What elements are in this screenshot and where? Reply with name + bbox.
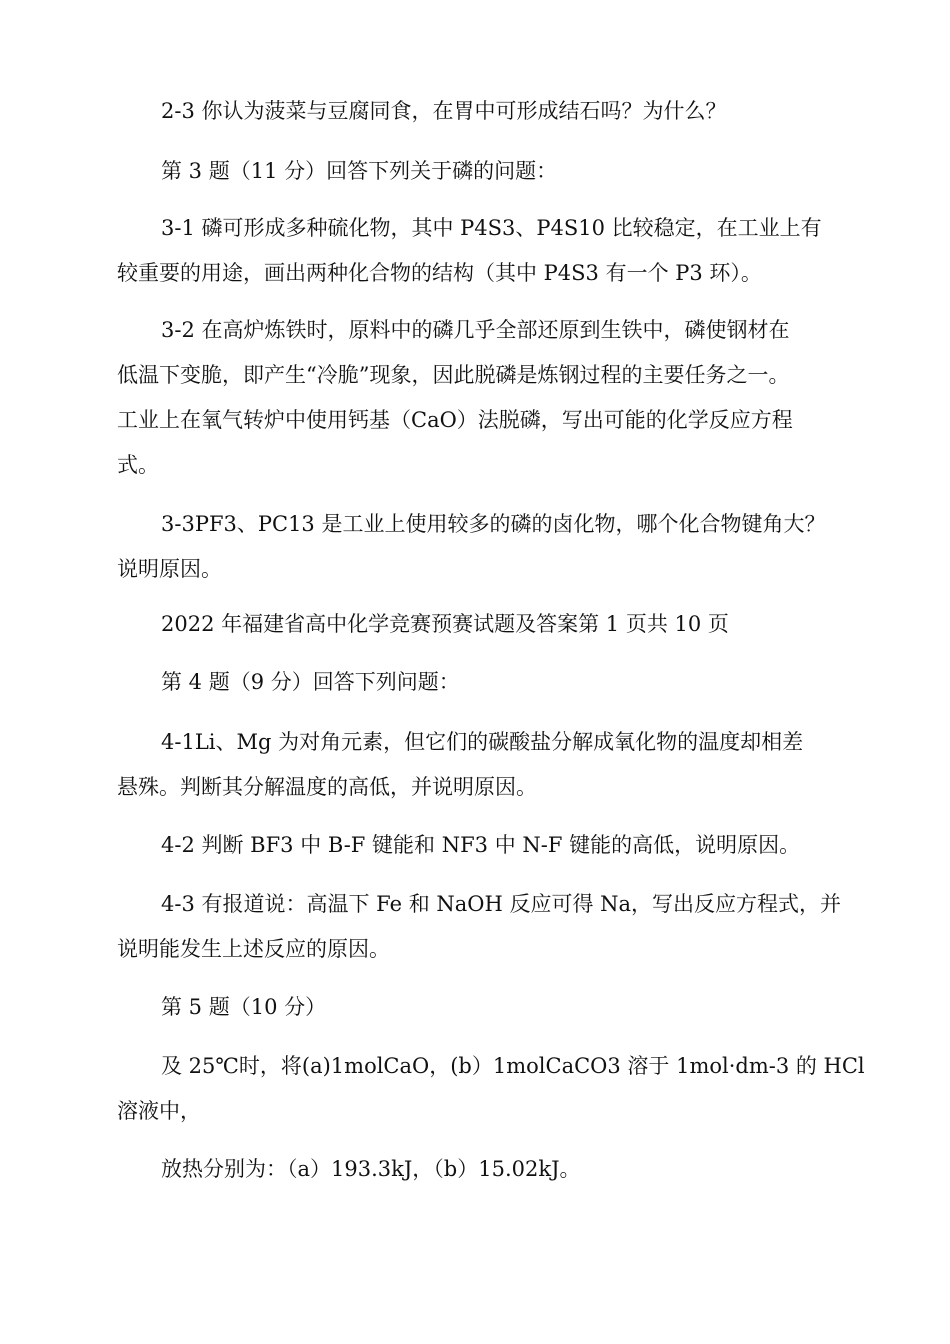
text-line: 3-2 在高炉炼铁时，原料中的磷几乎全部还原到生铁中，磷使钢材在 [161,318,790,342]
text-line: 4-1Li、Mg 为对角元素，但它们的碳酸盐分解成氧化物的温度却相差 [161,730,804,754]
text-line: 说明原因。 [117,557,222,581]
text-line: 放热分别为：（a）193.3kJ，（b）15.02kJ。 [161,1157,581,1181]
text-line: 3-3PF3、PC13 是工业上使用较多的磷的卤化物，哪个化合物键角大？ [161,512,826,536]
text-line: 溶液中， [117,1099,201,1123]
question-3-1 [117,206,837,296]
text-line: 3-1 磷可形成多种硫化物，其中 P4S3、P4S10 比较稳定，在工业上有 [161,216,822,240]
question-3-heading [117,149,837,194]
text-line: 第 3 题（11 分）回答下列关于磷的问题： [161,159,558,183]
text-line: 低温下变脆，即产生“冷脆”现象，因此脱磷是炼钢过程的主要任务之一。 [117,363,790,387]
question-4-heading [117,660,837,705]
question-5-text [117,1044,865,1134]
text-line: 悬殊。判断其分解温度的高低，并说明原因。 [117,775,537,799]
text-line: 4-2 判断 BF3 中 B-F 键能和 NF3 中 N-F 键能的高低，说明原因。 [161,833,801,857]
question-4-1 [117,720,837,810]
text-line: 工业上在氧气转炉中使用钙基（CaO）法脱磷，写出可能的化学反应方程 [117,408,793,432]
text-line: 较重要的用途，画出两种化合物的结构（其中 P4S3 有一个 P3 环）。 [117,261,762,285]
question-3-3 [117,502,837,592]
question-3-2 [117,308,837,488]
question-5-heading [117,985,837,1030]
page-footer [117,602,837,647]
text-line: 2022 年福建省高中化学竞赛预赛试题及答案第 1 页共 10 页 [161,612,729,636]
text-line: 说明能发生上述反应的原因。 [117,937,390,961]
question-2-3 [117,89,837,134]
text-line: 2-3 你认为菠菜与豆腐同食，在胃中可形成结石吗？为什么？ [161,99,727,123]
text-line: 第 5 题（10 分） [161,995,327,1019]
question-5-values [117,1147,837,1192]
text-line: 4-3 有报道说：高温下 Fe 和 NaOH 反应可得 Na，写出反应方程式，并 [161,892,842,916]
text-line: 式。 [117,453,159,477]
text-line: 及 25℃时，将(a)1molCaO，(b）1molCaCO3 溶于 1mol·dm-3 的 HCl [161,1054,865,1078]
question-4-2 [117,823,837,868]
text-line: 第 4 题（9 分）回答下列问题： [161,670,460,694]
question-4-3 [117,882,842,972]
